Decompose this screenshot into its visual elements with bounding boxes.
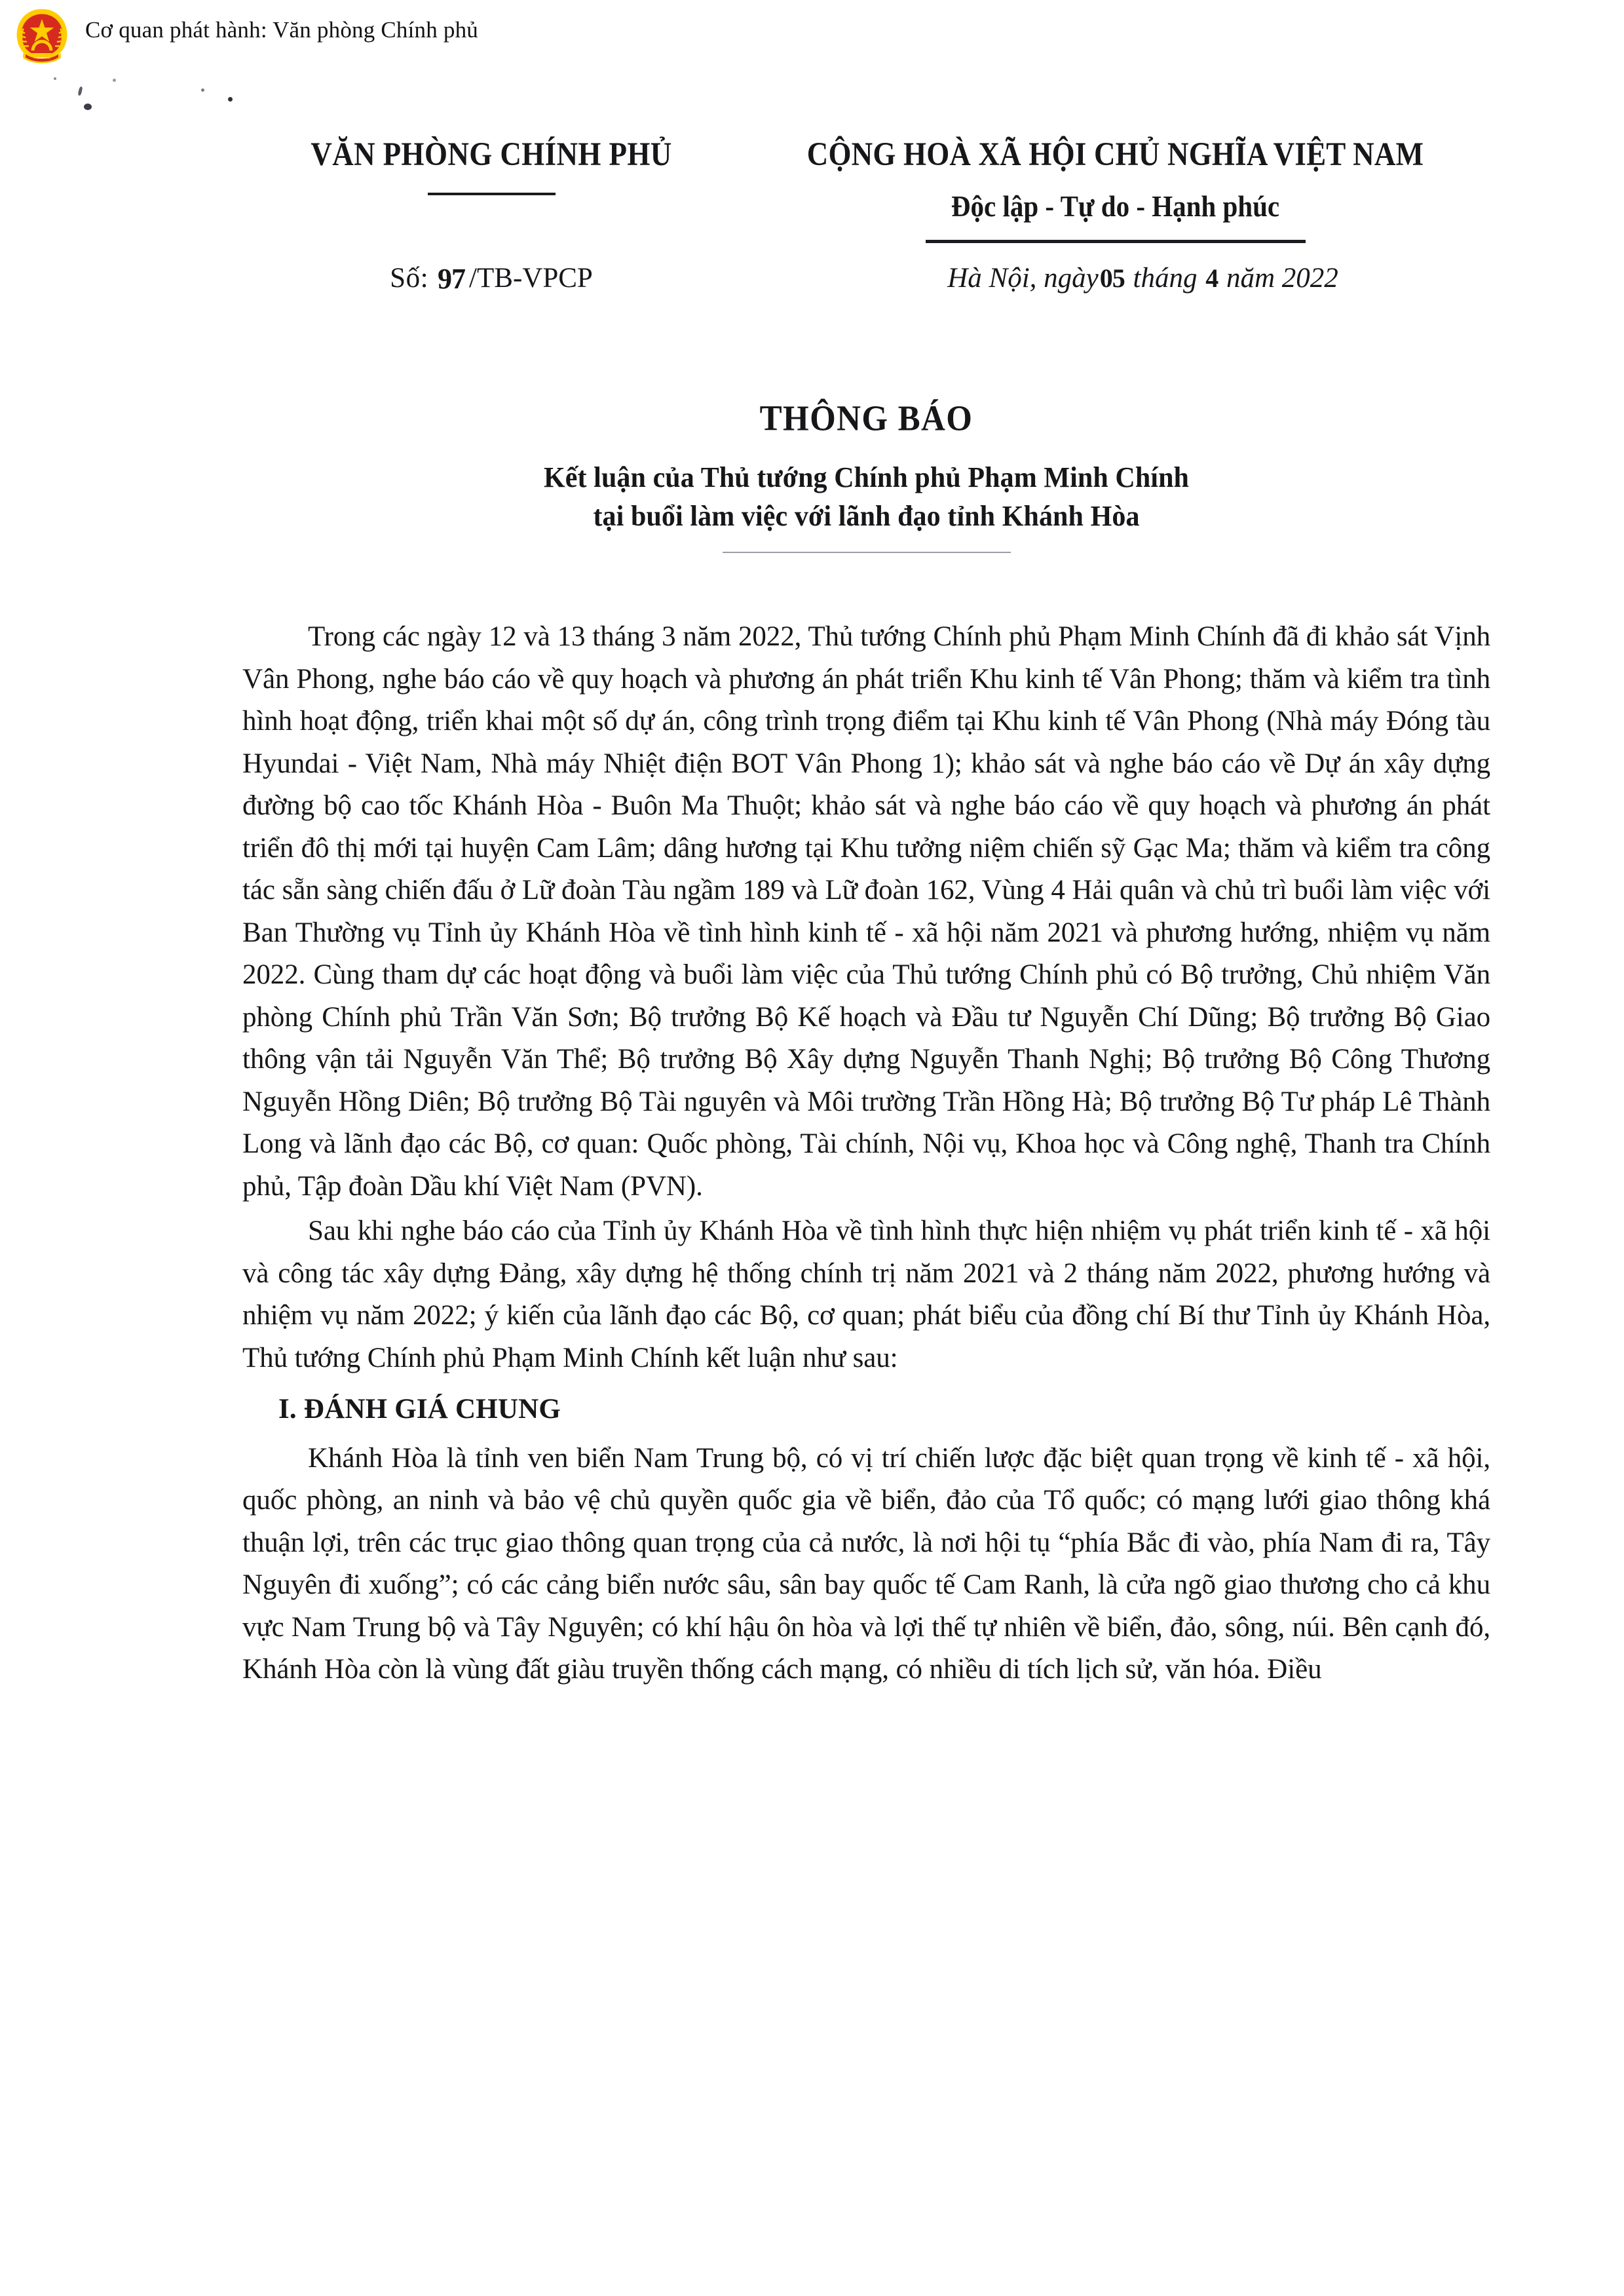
body-paragraph-2: Sau khi nghe báo cáo của Tỉnh ủy Khánh Hòa về tình hình thực hiện nhiệm vụ phát triển kinh tế - xã hội và công tác xây dựng Đảng, xây dựng hệ thống chính trị năm 2021 và 2 tháng năm 2022, phương hướng và nhiệm vụ năm 2022; ý kiến của lãnh đạo các Bộ, cơ quan; phát biểu của đồng chí Bí thư Tỉnh ủy Khánh Hòa, Thủ tướng Chính phủ Phạm Minh Chính kết luận như sau: — [242, 1215, 1490, 1373]
document-subtitle-line-2: tại buổi làm việc với lãnh đạo tỉnh Khánh Hòa — [593, 501, 1140, 533]
date-day-handwritten: 05 — [1099, 263, 1125, 293]
national-motto: Độc lập - Tự do - Hạnh phúc — [951, 189, 1280, 223]
issuing-organization-name: VĂN PHÒNG CHÍNH PHỦ — [311, 136, 672, 173]
motto-divider — [926, 240, 1306, 243]
date-month-handwritten: 4 — [1205, 263, 1218, 293]
document-number-and-date-row — [242, 261, 1490, 294]
masthead-left-column — [242, 135, 740, 243]
date-year-label: năm — [1226, 263, 1275, 294]
title-underline — [723, 552, 1011, 553]
document-subtitle — [242, 459, 1490, 536]
document-masthead — [242, 135, 1490, 243]
document-date-block — [768, 262, 1518, 294]
document-number-suffix: /TB-VPCP — [469, 263, 593, 294]
organization-divider — [428, 193, 556, 195]
document-body — [242, 616, 1490, 1694]
document-subtitle-line-1: Kết luận của Thủ tướng Chính phủ Phạm Minh Chính — [543, 462, 1189, 494]
national-title: CỘNG HOÀ XÃ HỘI CHỦ NGHĨA VIỆT NAM — [806, 136, 1424, 173]
date-month-label: tháng — [1133, 263, 1198, 294]
section-heading-1: I. ĐÁNH GIÁ CHUNG — [278, 1394, 561, 1425]
document-title-block — [242, 400, 1490, 553]
issuing-agency-label: Cơ quan phát hành: Văn phòng Chính phủ — [85, 17, 479, 43]
masthead-right-column — [740, 135, 1490, 243]
body-paragraph-3: Khánh Hòa là tỉnh ven biển Nam Trung bộ, có vị trí chiến lược đặc biệt quan trọng về kinh tế - xã hội, quốc phòng, an ninh và bảo vệ chủ quyền quốc gia về biển, đảo của Tổ quốc; có mạng lưới giao thông khá thuận lợi, trên các trục giao thông quan trọng của cả nước, là nơi hội tụ “phía Bắc đi vào, phía Nam đi ra, Tây Nguyên đi xuống”; có các cảng biển nước sâu, sân bay quốc tế Cam Ranh, là cửa ngõ giao thương cho cả khu vực Nam Trung bộ và Tây Nguyên; có khí hậu ôn hòa và lợi thế tự nhiên về biển, đảo, sông, núi. Bên cạnh đó, Khánh Hòa còn là vùng đất giàu truyền thống cách mạng, có nhiều di tích lịch sử, văn hóa. Điều — [242, 1442, 1490, 1685]
document-number-block — [242, 261, 740, 294]
document-type-title: THÔNG BÁO — [759, 398, 973, 439]
date-year-value: 2022 — [1281, 263, 1338, 294]
body-paragraph-1: Trong các ngày 12 và 13 tháng 3 năm 2022, Thủ tướng Chính phủ Phạm Minh Chính đã đi khảo sát Vịnh Vân Phong, nghe báo cáo về quy hoạch và phương án phát triển Khu kinh tế Vân Phong; thăm và kiểm tra tình hình hoạt động, triển khai một số dự án, công trình trọng điểm tại Khu kinh tế Vân Phong (Nhà máy Đóng tàu Hyundai - Việt Nam, Nhà máy Nhiệt điện BOT Vân Phong 1); khảo sát và nghe báo cáo về Dự án xây dựng đường bộ cao tốc Khánh Hòa - Buôn Ma Thuột; khảo sát và nghe báo cáo về quy hoạch và phương án phát triển đô thị mới tại huyện Cam Lâm; dâng hương tại Khu tưởng niệm chiến sỹ Gạc Ma; thăm và kiểm tra công tác sẵn sàng chiến đấu ở Lữ đoàn Tàu ngầm 189 và Lữ đoàn 162, Vùng 4 Hải quân và chủ trì buổi làm việc với Ban Thường vụ Tỉnh ủy Khánh Hòa về tình hình kinh tế - xã hội năm 2021 và phương hướng, nhiệm vụ năm 2022. Cùng tham dự các hoạt động và buổi làm việc của Thủ tướng Chính phủ có Bộ trưởng, Chủ nhiệm Văn phòng Chính phủ Trần Văn Sơn; Bộ trưởng Bộ Kế hoạch và Đầu tư Nguyễn Chí Dũng; Bộ trưởng Bộ Giao thông vận tải Nguyễn Văn Thể; Bộ trưởng Bộ Xây dựng Nguyễn Thanh Nghị; Bộ trưởng Bộ Công Thương Nguyễn Hồng Diên; Bộ trưởng Bộ Tài nguyên và Môi trường Trần Hồng Hà; Bộ trưởng Bộ Tư pháp Lê Thành Long và lãnh đạo các Bộ, cơ quan: Quốc phòng, Tài chính, Nội vụ, Khoa học và Công nghệ, Thanh tra Chính phủ, Tập đoàn Dầu khí Việt Nam (PVN). — [242, 621, 1490, 1202]
date-place-prefix: Hà Nội, ngày — [947, 263, 1099, 294]
document-number-handwritten-value: 97 — [438, 263, 466, 295]
document-number-label: Số: — [390, 263, 429, 294]
svg-text:VIỆT NAM: VIỆT NAM — [33, 56, 51, 60]
